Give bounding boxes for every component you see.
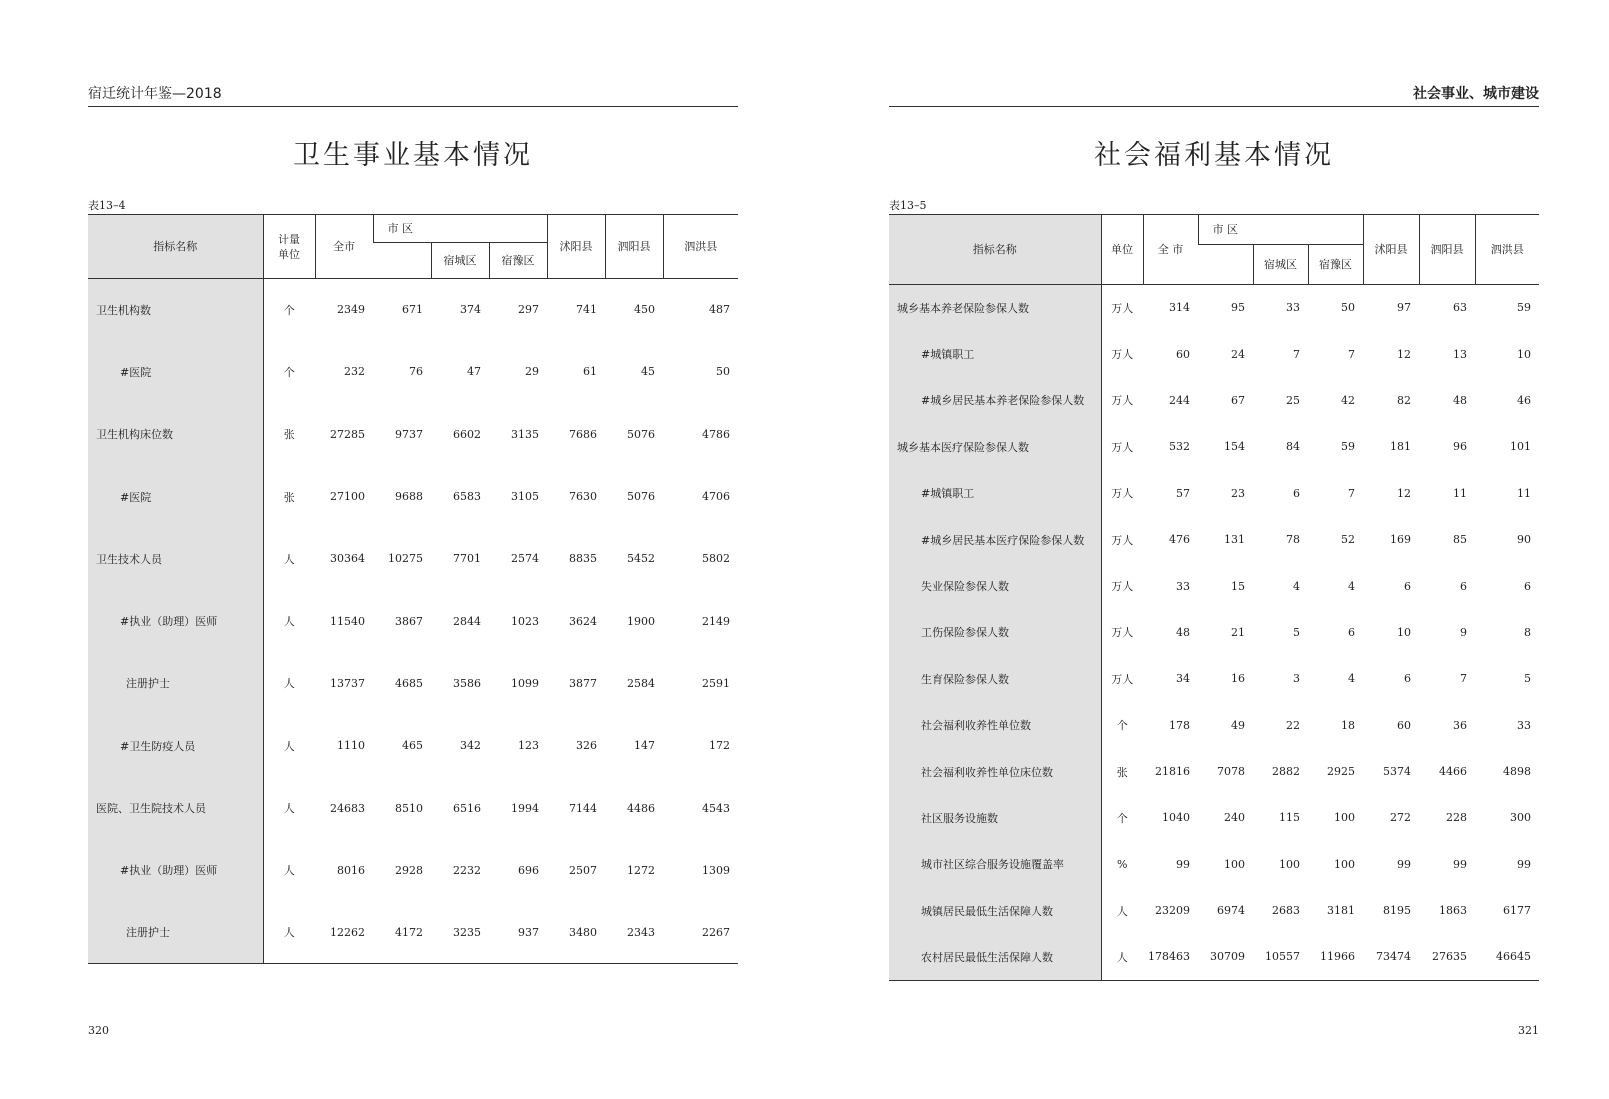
value-cell: 12: [1397, 486, 1411, 500]
value-cell: 115: [1279, 811, 1300, 825]
value-cell: 1040: [1162, 811, 1190, 825]
header-indicator-name: 指标名称: [889, 215, 1101, 285]
value-cell: 29: [525, 365, 539, 379]
unit-cell: 万人: [1111, 348, 1134, 362]
value-cell: 6583: [453, 490, 481, 504]
value-cell: 3877: [569, 676, 597, 690]
value-cell: 244: [1169, 393, 1190, 407]
value-cell: 6177: [1503, 904, 1531, 918]
value-cell: 314: [1169, 301, 1190, 315]
value-cell: 532: [1169, 440, 1190, 454]
indicator-name: 医院、卫生院技术人员: [88, 777, 263, 839]
indicator-name: 城乡基本医疗保险参保人数: [889, 424, 1101, 470]
value-cell: 476: [1169, 533, 1190, 547]
value-cell: 99: [1176, 857, 1190, 871]
table-title-health: 卫生事业基本情况: [293, 140, 533, 171]
value-cell: 6: [1348, 625, 1355, 639]
table-row: [889, 609, 1539, 655]
value-cell: 3480: [547, 901, 605, 963]
value-cell: 6516: [453, 801, 481, 815]
value-cell: 2343: [605, 901, 663, 963]
value-cell: 2149: [702, 614, 730, 628]
value-cell: 6: [1404, 672, 1411, 686]
header-county-2: 泗阳县: [1419, 215, 1475, 285]
value-cell: 76: [409, 365, 423, 379]
unit-cell: 万人: [1111, 487, 1134, 501]
table-row: [88, 528, 738, 590]
header-indicator-name: 指标名称: [88, 215, 263, 279]
value-cell: 2925: [1327, 765, 1355, 779]
table-row: [889, 516, 1539, 562]
value-cell: 8835: [569, 552, 597, 566]
value-cell: 178: [1169, 718, 1190, 732]
value-cell: 3235: [431, 901, 489, 963]
value-cell: 5802: [702, 552, 730, 566]
table-row: [88, 279, 738, 341]
indicator-name: 卫生机构数: [88, 279, 263, 341]
value-cell: 450: [634, 303, 655, 317]
unit-cell: 个: [1116, 719, 1128, 733]
value-cell: 2591: [702, 676, 730, 690]
value-cell: 57: [1176, 486, 1190, 500]
value-cell: 4685: [395, 676, 423, 690]
value-cell: 3105: [511, 490, 539, 504]
unit-cell: 人: [283, 552, 295, 566]
value-cell: 154: [1224, 440, 1245, 454]
page-number-left: 320: [88, 1024, 109, 1037]
value-cell: 1110: [337, 739, 365, 753]
value-cell: 3586: [453, 676, 481, 690]
value-cell: 4: [1293, 579, 1300, 593]
value-cell: 172: [709, 739, 730, 753]
value-cell: 12: [1397, 347, 1411, 361]
value-cell: 2574: [511, 552, 539, 566]
unit-cell: 万人: [1111, 626, 1134, 640]
value-cell: 73474: [1363, 934, 1419, 980]
value-cell: 6: [1460, 579, 1467, 593]
header-city-district: 市 区: [373, 215, 547, 243]
header-county-3: 泗洪县: [663, 215, 738, 279]
value-cell: 5076: [627, 490, 655, 504]
value-cell: 7078: [1217, 765, 1245, 779]
value-cell: 3181: [1327, 904, 1355, 918]
indicator-name: 卫生机构床位数: [88, 403, 263, 465]
value-cell: 24683: [330, 801, 365, 815]
value-cell: 99: [1517, 857, 1531, 871]
table-row: [889, 702, 1539, 748]
value-cell: 99: [1453, 857, 1467, 871]
value-cell: 9737: [395, 427, 423, 441]
value-cell: 30709: [1198, 934, 1253, 980]
table-row: [889, 470, 1539, 516]
unit-cell: 万人: [1111, 672, 1134, 686]
value-cell: 11540: [330, 614, 365, 628]
value-cell: 1272: [627, 863, 655, 877]
unit-cell: 人: [263, 901, 315, 963]
value-cell: 85: [1453, 533, 1467, 547]
value-cell: 7: [1348, 347, 1355, 361]
value-cell: 84: [1286, 440, 1300, 454]
unit-cell: 张: [283, 490, 295, 504]
table-row: [889, 377, 1539, 423]
value-cell: 240: [1224, 811, 1245, 825]
value-cell: 131: [1224, 533, 1245, 547]
value-cell: 63: [1453, 301, 1467, 315]
value-cell: 46: [1517, 393, 1531, 407]
value-cell: 47: [467, 365, 481, 379]
unit-cell: 人: [283, 739, 295, 753]
value-cell: 4466: [1439, 765, 1467, 779]
value-cell: 46645: [1475, 934, 1539, 980]
value-cell: 27100: [330, 490, 365, 504]
table-row: [889, 285, 1539, 331]
indicator-name: 城镇居民最低生活保障人数: [889, 888, 1101, 934]
value-cell: 11966: [1308, 934, 1363, 980]
value-cell: 34: [1176, 672, 1190, 686]
value-cell: 4172: [373, 901, 431, 963]
value-cell: 16: [1231, 672, 1245, 686]
value-cell: 27285: [330, 427, 365, 441]
value-cell: 5: [1524, 672, 1531, 686]
value-cell: 100: [1224, 857, 1245, 871]
value-cell: 147: [634, 739, 655, 753]
value-cell: 671: [402, 303, 423, 317]
value-cell: 1863: [1439, 904, 1467, 918]
left-page: [88, 0, 738, 1099]
value-cell: 4786: [702, 427, 730, 441]
value-cell: 696: [518, 863, 539, 877]
table-row: [889, 934, 1539, 980]
value-cell: 60: [1397, 718, 1411, 732]
table-number-13-4: 表13–4: [88, 199, 126, 212]
value-cell: 2267: [663, 901, 738, 963]
value-cell: 67: [1231, 393, 1245, 407]
indicator-name: #城乡居民基本养老保险参保人数: [889, 377, 1101, 423]
table-row: [889, 563, 1539, 609]
value-cell: 21: [1231, 625, 1245, 639]
unit-cell: 人: [283, 677, 295, 691]
value-cell: 6602: [453, 427, 481, 441]
table-row: [88, 839, 738, 901]
unit-cell: 万人: [1111, 301, 1134, 315]
value-cell: 4706: [702, 490, 730, 504]
value-cell: 7: [1460, 672, 1467, 686]
header-total: 全 市: [1143, 215, 1198, 285]
header-county-3: 泗洪县: [1475, 215, 1539, 285]
value-cell: 1309: [702, 863, 730, 877]
unit-cell: 张: [1116, 765, 1128, 779]
value-cell: 2584: [627, 676, 655, 690]
header-unit: 单位: [1101, 215, 1143, 285]
value-cell: 2844: [453, 614, 481, 628]
unit-cell: 万人: [1111, 440, 1134, 454]
value-cell: 8: [1524, 625, 1531, 639]
header-city-district: 市 区: [1198, 215, 1363, 245]
value-cell: 8016: [337, 863, 365, 877]
value-cell: 1023: [511, 614, 539, 628]
value-cell: 59: [1341, 440, 1355, 454]
header-unit: 计量 单位: [263, 215, 315, 279]
running-head-left: 宿迁统计年鉴—2018: [88, 84, 738, 107]
value-cell: 13: [1453, 347, 1467, 361]
health-table: [88, 214, 738, 964]
header-subdistrict-1: 宿城区: [431, 243, 489, 279]
value-cell: 27635: [1419, 934, 1475, 980]
indicator-name: 社会福利收养性单位数: [889, 702, 1101, 748]
value-cell: 10557: [1253, 934, 1308, 980]
value-cell: 487: [709, 303, 730, 317]
table-row: [88, 590, 738, 652]
value-cell: 24: [1231, 347, 1245, 361]
value-cell: 123: [518, 739, 539, 753]
unit-cell: 人: [1101, 934, 1143, 980]
indicator-name: 社会福利收养性单位床位数: [889, 748, 1101, 794]
indicator-name: 注册护士: [88, 901, 263, 963]
value-cell: 1099: [511, 676, 539, 690]
welfare-table: [889, 214, 1539, 981]
value-cell: 100: [1279, 857, 1300, 871]
value-cell: 13737: [330, 676, 365, 690]
running-head-right: 社会事业、城市建设: [889, 84, 1539, 107]
table-row: [889, 841, 1539, 887]
value-cell: 8195: [1383, 904, 1411, 918]
value-cell: 2507: [569, 863, 597, 877]
indicator-name: 注册护士: [88, 652, 263, 714]
indicator-name: 工伤保险参保人数: [889, 609, 1101, 655]
value-cell: 1900: [627, 614, 655, 628]
value-cell: 10: [1517, 347, 1531, 361]
value-cell: 232: [344, 365, 365, 379]
value-cell: 6: [1293, 486, 1300, 500]
unit-cell: 人: [283, 802, 295, 816]
value-cell: 33: [1286, 301, 1300, 315]
indicator-name: #城镇职工: [889, 470, 1101, 516]
value-cell: 7: [1293, 347, 1300, 361]
table-row: [889, 656, 1539, 702]
value-cell: 96: [1453, 440, 1467, 454]
value-cell: 465: [402, 739, 423, 753]
value-cell: 33: [1176, 579, 1190, 593]
value-cell: 7701: [453, 552, 481, 566]
value-cell: 52: [1341, 533, 1355, 547]
indicator-name: #执业（助理）医师: [88, 590, 263, 652]
indicator-name: 社区服务设施数: [889, 795, 1101, 841]
value-cell: 2349: [337, 303, 365, 317]
indicator-name: #卫生防疫人员: [88, 715, 263, 777]
table-row: [889, 331, 1539, 377]
value-cell: 1994: [511, 801, 539, 815]
value-cell: 48: [1176, 625, 1190, 639]
table-row: [88, 341, 738, 403]
header-subdistrict-2: 宿豫区: [1308, 245, 1363, 285]
value-cell: 97: [1397, 301, 1411, 315]
value-cell: 50: [716, 365, 730, 379]
unit-cell: %: [1117, 857, 1128, 871]
value-cell: 23209: [1155, 904, 1190, 918]
value-cell: 5374: [1383, 765, 1411, 779]
value-cell: 33: [1517, 718, 1531, 732]
value-cell: 6: [1524, 579, 1531, 593]
table-number-13-5: 表13–5: [889, 199, 927, 212]
indicator-name: #城乡居民基本医疗保险参保人数: [889, 516, 1101, 562]
value-cell: 2882: [1272, 765, 1300, 779]
header-county-2: 泗阳县: [605, 215, 663, 279]
value-cell: 5452: [627, 552, 655, 566]
table-row: [88, 777, 738, 839]
value-cell: 3135: [511, 427, 539, 441]
value-cell: 272: [1390, 811, 1411, 825]
value-cell: 8510: [395, 801, 423, 815]
value-cell: 10275: [388, 552, 423, 566]
unit-cell: 万人: [1111, 533, 1134, 547]
value-cell: 4: [1348, 579, 1355, 593]
value-cell: 22: [1286, 718, 1300, 732]
value-cell: 2232: [453, 863, 481, 877]
unit-cell: 个: [283, 365, 295, 379]
value-cell: 3: [1293, 672, 1300, 686]
value-cell: 60: [1176, 347, 1190, 361]
header-total: 全市: [315, 215, 373, 279]
value-cell: 45: [641, 365, 655, 379]
table-row: [88, 652, 738, 714]
value-cell: 23: [1231, 486, 1245, 500]
table-row: [88, 901, 738, 963]
unit-cell: 人: [283, 864, 295, 878]
header-county-1: 沭阳县: [547, 215, 605, 279]
value-cell: 78: [1286, 533, 1300, 547]
value-cell: 4486: [627, 801, 655, 815]
table-row: [88, 715, 738, 777]
unit-cell: 人: [1116, 904, 1128, 918]
value-cell: 48: [1453, 393, 1467, 407]
value-cell: 300: [1510, 811, 1531, 825]
value-cell: 7630: [569, 490, 597, 504]
indicator-name: 城市社区综合服务设施覆盖率: [889, 841, 1101, 887]
unit-cell: 张: [283, 428, 295, 442]
table-row: [889, 748, 1539, 794]
value-cell: 5076: [627, 427, 655, 441]
indicator-name: #执业（助理）医师: [88, 839, 263, 901]
value-cell: 42: [1341, 393, 1355, 407]
indicator-name: #医院: [88, 465, 263, 527]
value-cell: 4898: [1503, 765, 1531, 779]
value-cell: 3867: [395, 614, 423, 628]
table-row: [889, 888, 1539, 934]
value-cell: 36: [1453, 718, 1467, 732]
value-cell: 2928: [395, 863, 423, 877]
indicator-name: 城乡基本养老保险参保人数: [889, 285, 1101, 331]
table-row: [889, 424, 1539, 470]
value-cell: 11: [1517, 486, 1531, 500]
value-cell: 90: [1517, 533, 1531, 547]
value-cell: 7: [1348, 486, 1355, 500]
header-subdistrict-2: 宿豫区: [489, 243, 547, 279]
value-cell: 178463: [1143, 934, 1198, 980]
value-cell: 101: [1510, 440, 1531, 454]
value-cell: 181: [1390, 440, 1411, 454]
unit-cell: 个: [283, 303, 295, 317]
value-cell: 3624: [569, 614, 597, 628]
value-cell: 61: [583, 365, 597, 379]
value-cell: 49: [1231, 718, 1245, 732]
indicator-name: 农村居民最低生活保障人数: [889, 934, 1101, 980]
table-row: [889, 795, 1539, 841]
value-cell: 18: [1341, 718, 1355, 732]
page-number-right: 321: [1518, 1024, 1539, 1037]
value-cell: 342: [460, 739, 481, 753]
value-cell: 6974: [1217, 904, 1245, 918]
value-cell: 100: [1334, 811, 1355, 825]
unit-cell: 万人: [1111, 580, 1134, 594]
unit-cell: 万人: [1111, 394, 1134, 408]
indicator-name: #城镇职工: [889, 331, 1101, 377]
right-page: [889, 0, 1539, 1099]
value-cell: 10: [1397, 625, 1411, 639]
value-cell: 30364: [330, 552, 365, 566]
value-cell: 4543: [702, 801, 730, 815]
indicator-name: 失业保险参保人数: [889, 563, 1101, 609]
indicator-name: 卫生技术人员: [88, 528, 263, 590]
value-cell: 741: [576, 303, 597, 317]
value-cell: 2683: [1272, 904, 1300, 918]
value-cell: 4: [1348, 672, 1355, 686]
value-cell: 11: [1453, 486, 1467, 500]
value-cell: 169: [1390, 533, 1411, 547]
value-cell: 7144: [569, 801, 597, 815]
value-cell: 6: [1404, 579, 1411, 593]
indicator-name: 生育保险参保人数: [889, 656, 1101, 702]
value-cell: 82: [1397, 393, 1411, 407]
value-cell: 21816: [1155, 765, 1190, 779]
value-cell: 326: [576, 739, 597, 753]
value-cell: 937: [489, 901, 547, 963]
value-cell: 15: [1231, 579, 1245, 593]
table-row: [88, 403, 738, 465]
value-cell: 95: [1231, 301, 1245, 315]
indicator-name: #医院: [88, 341, 263, 403]
value-cell: 7686: [569, 427, 597, 441]
table-title-welfare: 社会福利基本情况: [1094, 140, 1334, 171]
value-cell: 5: [1293, 625, 1300, 639]
value-cell: 374: [460, 303, 481, 317]
value-cell: 59: [1517, 301, 1531, 315]
value-cell: 25: [1286, 393, 1300, 407]
value-cell: 297: [518, 303, 539, 317]
table-row: [88, 465, 738, 527]
header-subdistrict-1: 宿城区: [1253, 245, 1308, 285]
unit-cell: 个: [1116, 811, 1128, 825]
value-cell: 99: [1397, 857, 1411, 871]
value-cell: 228: [1446, 811, 1467, 825]
unit-cell: 人: [283, 615, 295, 629]
value-cell: 9688: [395, 490, 423, 504]
value-cell: 50: [1341, 301, 1355, 315]
value-cell: 12262: [315, 901, 373, 963]
value-cell: 100: [1334, 857, 1355, 871]
value-cell: 9: [1460, 625, 1467, 639]
header-county-1: 沭阳县: [1363, 215, 1419, 285]
